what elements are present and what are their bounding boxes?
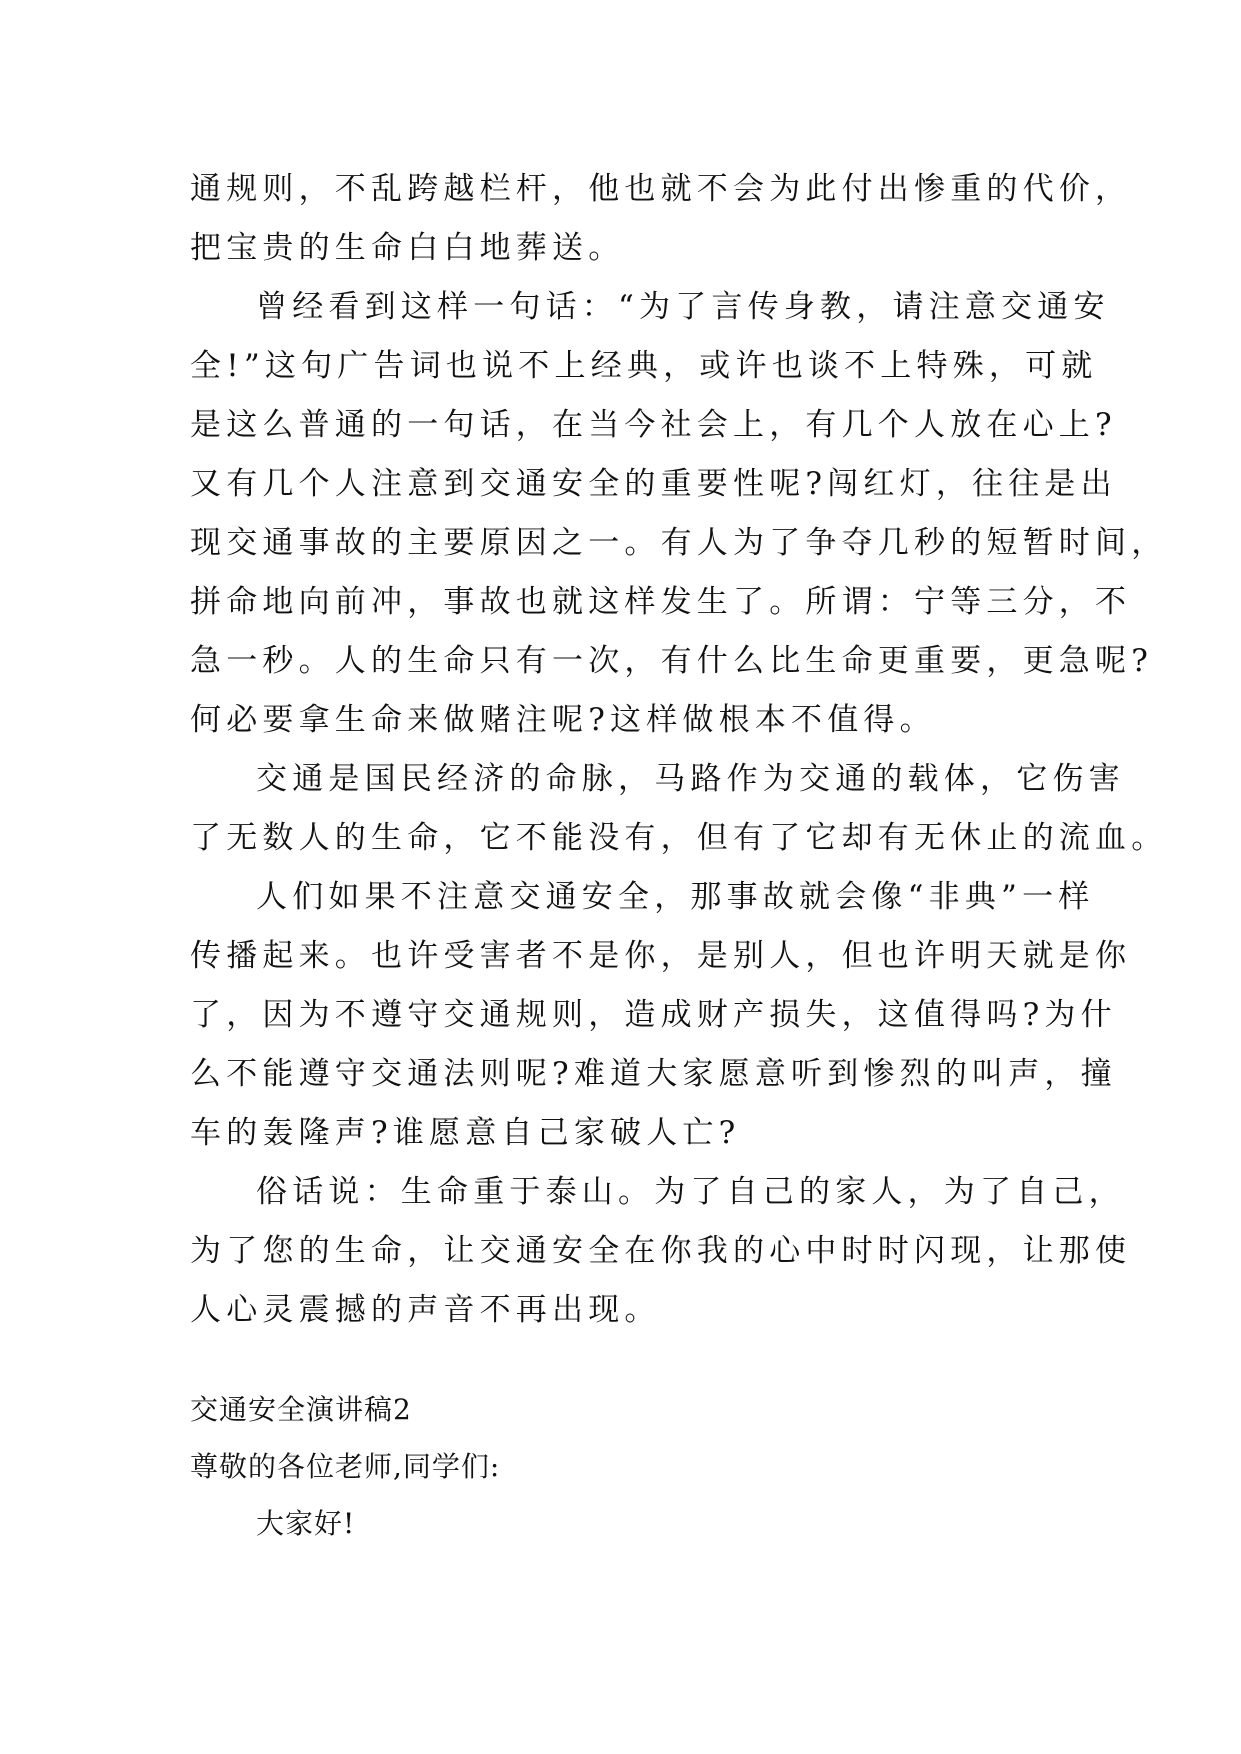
text-line: 把宝贵的生命白白地葬送。	[190, 230, 625, 266]
text-line: 车的轰隆声?谁愿意自己家破人亡?	[190, 1115, 741, 1151]
text-line: 人们如果不注意交通安全，那事故就会像“非典”一样	[256, 879, 1095, 915]
text-line: 交通是国民经济的命脉，马路作为交通的载体，它伤害	[256, 761, 1125, 797]
speech-body	[190, 160, 1168, 1340]
text-line: 通规则，不乱跨越栏杆，他也就不会为此付出惨重的代价，	[190, 171, 1132, 207]
text-line: 是这么普通的一句话，在当今社会上，有几个人放在心上?	[190, 407, 1117, 443]
text-line: 俗话说：生命重于泰山。为了自己的家人，为了自己，	[256, 1174, 1125, 1210]
salutation: 尊敬的各位老师,同学们:	[190, 1450, 501, 1483]
greeting: 大家好!	[256, 1507, 356, 1540]
text-line: 了，因为不遵守交通规则，造成财产损失，这值得吗?为什	[190, 997, 1117, 1033]
speech-2-header	[190, 1381, 1060, 1552]
text-line: 为了您的生命，让交通安全在你我的心中时时闪现，让那使	[190, 1233, 1132, 1269]
text-line: 全!”这句广告词也说不上经典，或许也谈不上特殊，可就	[190, 348, 1098, 384]
text-line: 何必要拿生命来做赌注呢?这样做根本不值得。	[190, 702, 936, 738]
text-line: 人心灵震撼的声音不再出现。	[190, 1292, 661, 1328]
text-line: 拼命地向前冲，事故也就这样发生了。所谓：宁等三分，不	[190, 584, 1132, 620]
text-line: 传播起来。也许受害者不是你，是别人，但也许明天就是你	[190, 938, 1132, 974]
text-line: 么不能遵守交通法则呢?难道大家愿意听到惨烈的叫声，撞	[190, 1056, 1117, 1092]
text-line: 又有几个人注意到交通安全的重要性呢?闯红灯，往往是出	[190, 466, 1117, 502]
text-line: 急一秒。人的生命只有一次，有什么比生命更重要，更急呢?	[190, 643, 1154, 679]
text-line: 了无数人的生命，它不能没有，但有了它却有无休止的流血。	[190, 820, 1168, 856]
section-title: 交通安全演讲稿2	[190, 1393, 412, 1426]
text-line: 曾经看到这样一句话：“为了言传身教，请注意交通安	[256, 289, 1110, 325]
text-line: 现交通事故的主要原因之一。有人为了争夺几秒的短暂时间，	[190, 525, 1168, 561]
